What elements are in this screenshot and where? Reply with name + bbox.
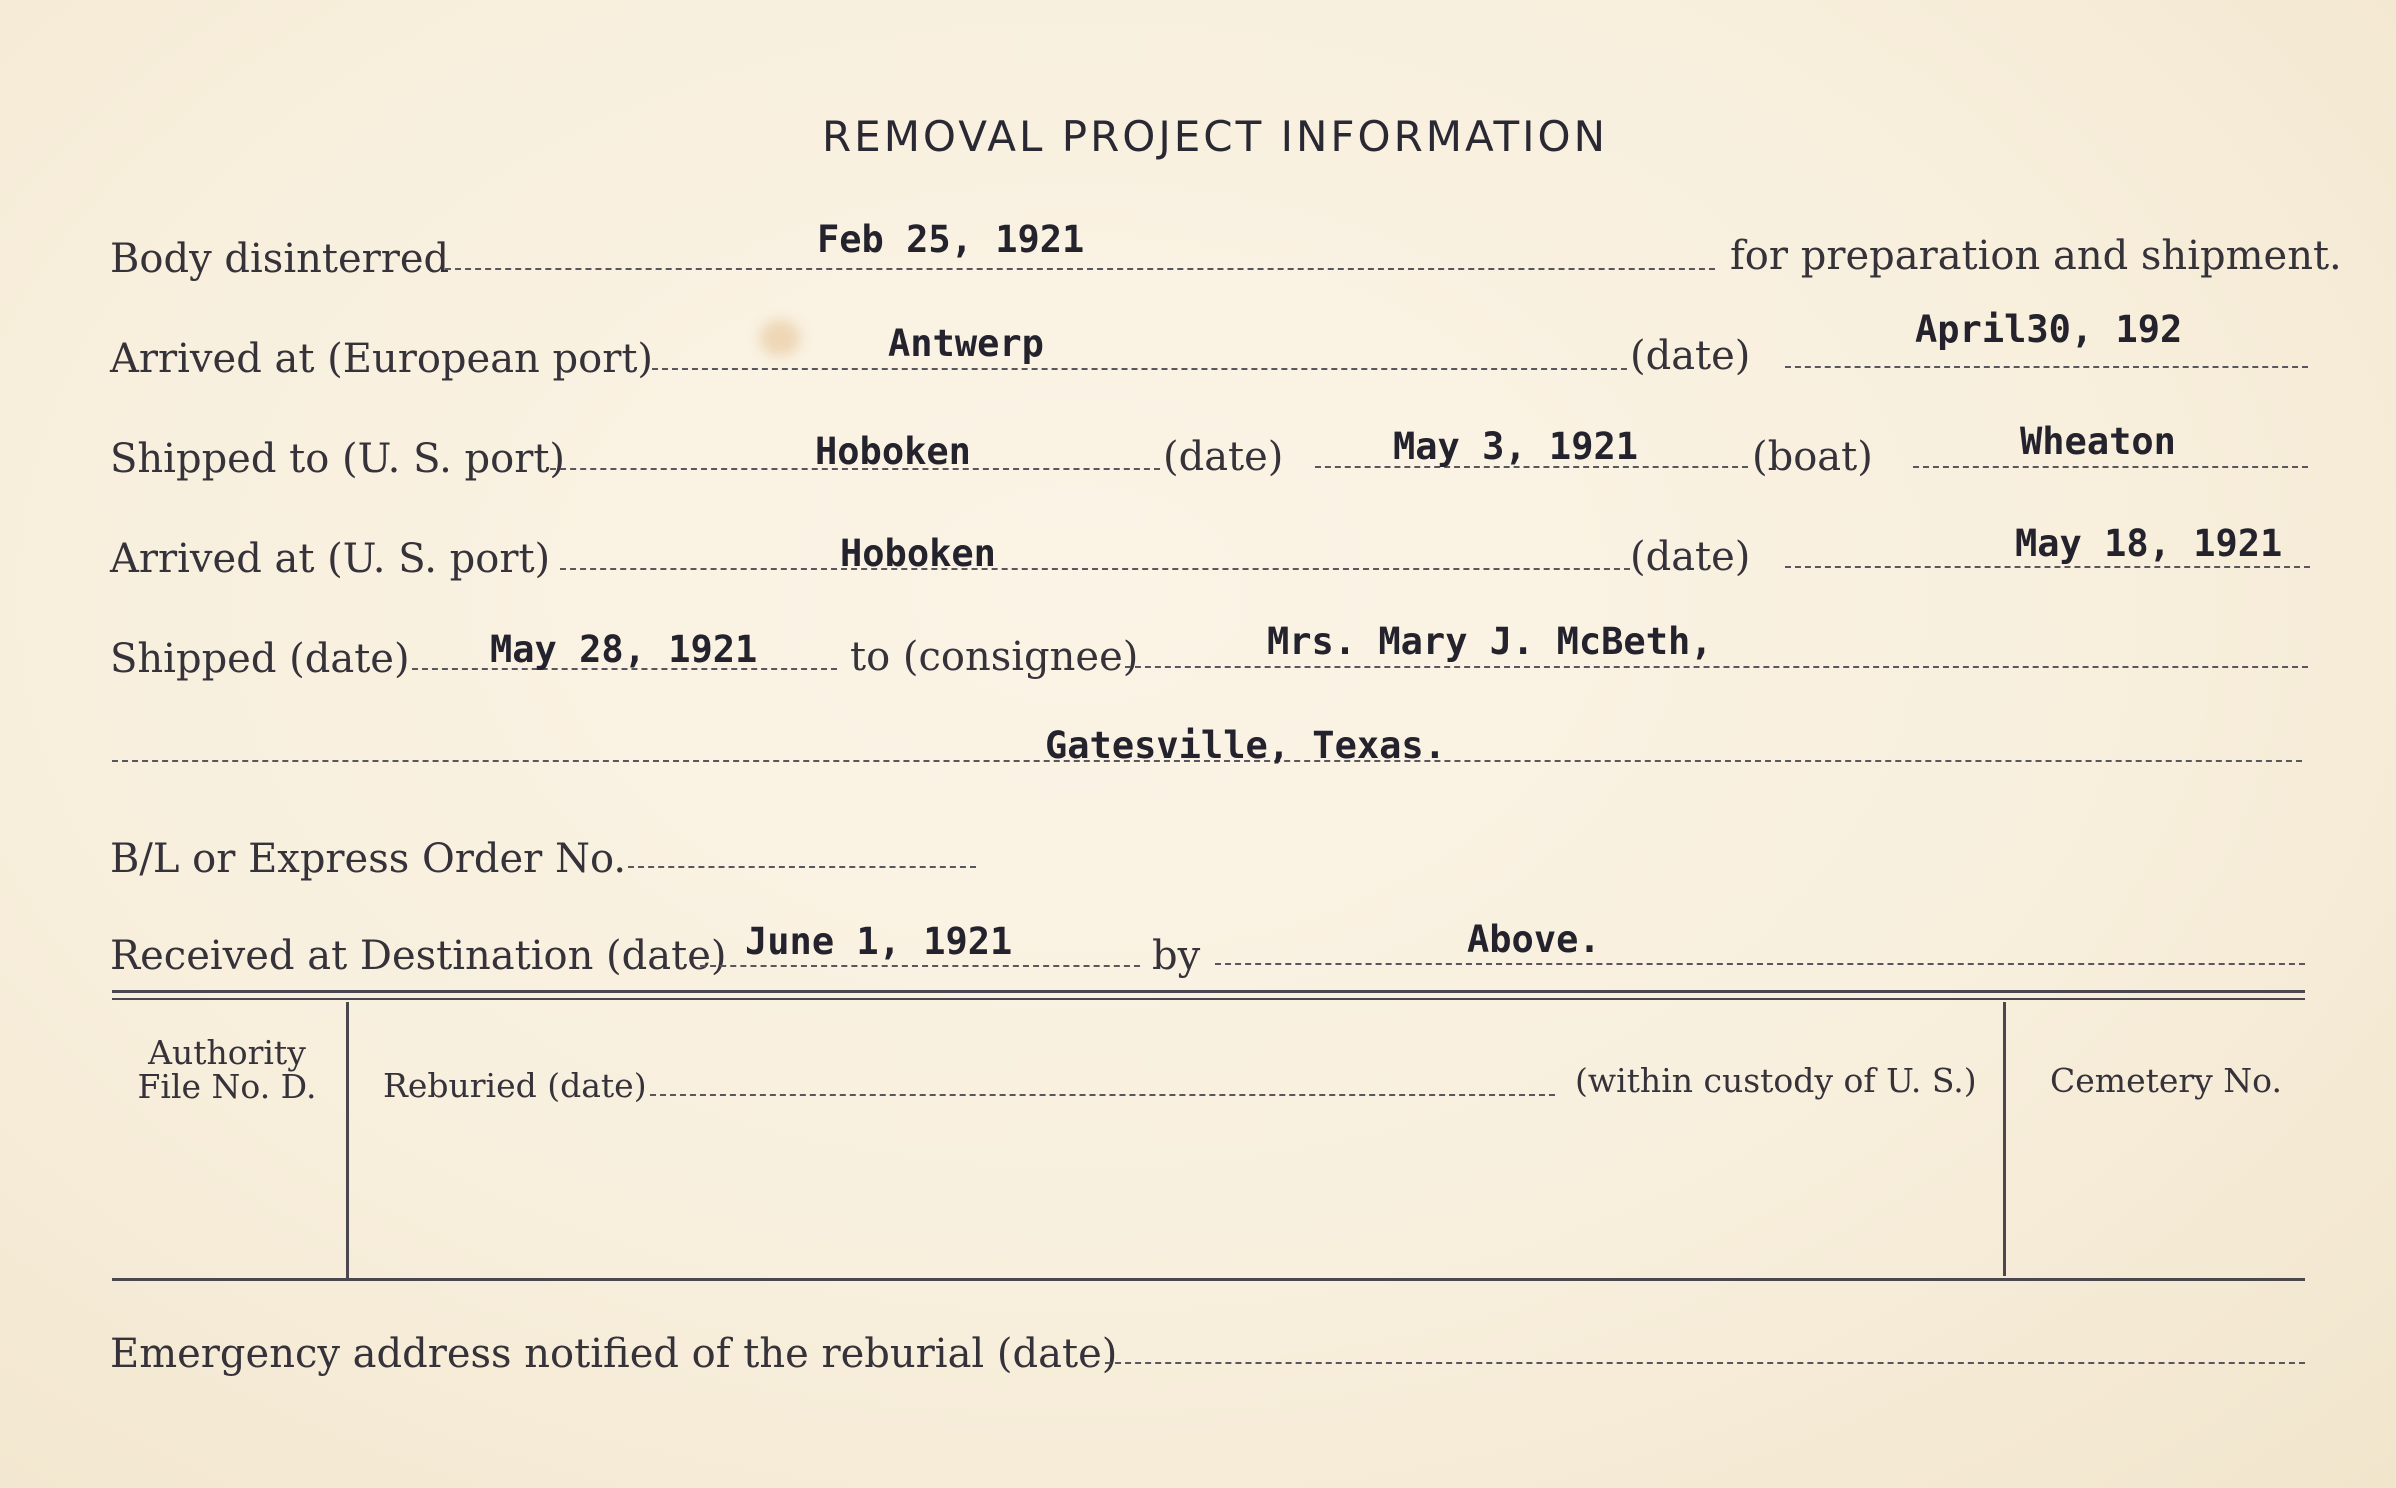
boat-label: (boat) (1752, 434, 1873, 480)
to-consignee-label: to (consignee) (850, 634, 1139, 680)
box-top-rule-2 (112, 998, 2305, 1000)
shipped-date-label-row5: Shipped (date) (110, 636, 410, 682)
received-by-line (1215, 963, 2305, 965)
boat-line (1913, 466, 2308, 468)
shipped-us-date-value: May 3, 1921 (1393, 425, 1639, 468)
box-top-rule (112, 990, 2305, 993)
arrived-european-port-label: Arrived at (European port) (110, 336, 654, 382)
us-port-arrived-value: Hoboken (840, 532, 996, 575)
prep-shipment-label: for preparation and shipment. (1730, 233, 2342, 279)
paper-stain (760, 320, 800, 356)
us-port-arrived-line (560, 568, 1630, 570)
by-label: by (1152, 933, 1201, 979)
shipped-date-label: (date) (1163, 434, 1284, 480)
disinterred-date-value: Feb 25, 1921 (817, 218, 1085, 261)
received-date-line (700, 965, 1140, 967)
consignee-address-value: Gatesville, Texas. (1045, 724, 1446, 767)
authority-label-line2: File No. D. (137, 1067, 317, 1106)
us-arrival-date-label: (date) (1630, 534, 1751, 580)
authority-label-line1: Authority (148, 1033, 306, 1072)
shipped-to-us-port-label: Shipped to (U. S. port) (110, 436, 565, 482)
reburied-date-line (650, 1094, 1555, 1096)
boat-value: Wheaton (2020, 420, 2176, 463)
reburied-date-label: Reburied (date) (383, 1066, 647, 1105)
within-custody-label: (within custody of U. S.) (1575, 1061, 1977, 1100)
european-port-value: Antwerp (888, 322, 1044, 365)
arrived-us-port-label: Arrived at (U. S. port) (110, 536, 551, 582)
emergency-address-label: Emergency address notified of the reburial (date) (110, 1331, 1118, 1377)
body-disinterred-label: Body disinterred (110, 236, 450, 282)
european-date-label: (date) (1630, 333, 1751, 379)
consignee-value: Mrs. Mary J. McBeth, (1267, 620, 1713, 663)
emergency-date-line (1105, 1362, 2305, 1364)
bl-order-label: B/L or Express Order No. (110, 836, 627, 882)
us-port-shipped-value: Hoboken (815, 430, 971, 473)
disinterred-date-line (445, 268, 1715, 270)
bl-order-line (628, 866, 976, 868)
us-arrival-date-value: May 18, 1921 (2015, 522, 2283, 565)
european-arrival-date-value: April30, 192 (1915, 308, 2183, 351)
box-divider-left (346, 1002, 349, 1278)
received-date-value: June 1, 1921 (745, 920, 1013, 963)
consignee-line (1125, 666, 2308, 668)
box-divider-right (2003, 1002, 2006, 1276)
cemetery-no-label: Cemetery No. (2050, 1061, 2282, 1100)
received-destination-label: Received at Destination (date) (110, 933, 727, 979)
european-port-line (652, 368, 1627, 370)
european-date-line (1785, 366, 2308, 368)
final-shipped-date-value: May 28, 1921 (490, 628, 758, 671)
us-arrival-date-line (1785, 566, 2310, 568)
received-by-value: Above. (1467, 918, 1601, 961)
form-title: REMOVAL PROJECT INFORMATION (821, 112, 1609, 161)
box-bottom-rule (112, 1278, 2305, 1281)
